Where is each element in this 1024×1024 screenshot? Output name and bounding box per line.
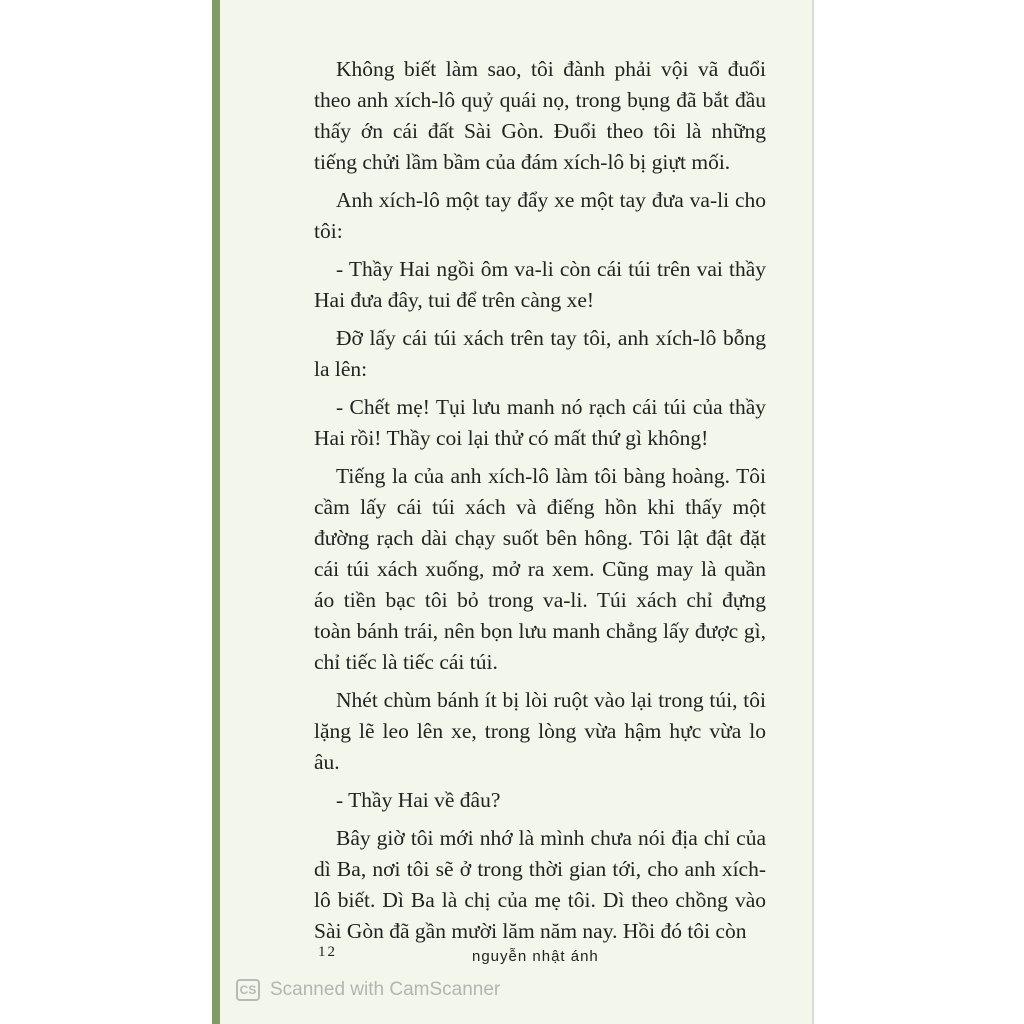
paragraph: Anh xích-lô một tay đẩy xe một tay đưa va-li cho tôi:	[314, 188, 766, 243]
paragraph: Tiếng la của anh xích-lô làm tôi bàng hoàng. Tôi cầm lấy cái túi xách và điếng hồn khi thấy một đường rạch dài chạy suốt bên hông. Tôi lật đật đặt cái túi xách xuống, mở ra xem. Cũng may là quần áo tiền bạc tôi bỏ trong va-li. Túi xách chỉ đựng toàn bánh trái, nên bọn lưu manh chẳng lấy được gì, chỉ tiếc là tiếc cái túi.	[314, 464, 766, 674]
running-footer-author: nguyễn nhật ánh	[472, 948, 599, 965]
paragraph: - Thầy Hai về đâu?	[336, 788, 501, 812]
paragraph: - Thầy Hai ngồi ôm va-li còn cái túi trên vai thầy Hai đưa đây, tui để trên càng xe!	[314, 257, 766, 312]
page-number: 12	[318, 944, 337, 960]
paragraph: Đỡ lấy cái túi xách trên tay tôi, anh xích-lô bỗng la lên:	[314, 326, 766, 381]
body-text	[314, 54, 766, 954]
book-spine	[212, 0, 220, 1024]
watermark-text: Scanned with CamScanner	[270, 979, 501, 1000]
scanner-watermark	[236, 976, 500, 1004]
page-edge	[812, 0, 814, 1024]
paragraph: Không biết làm sao, tôi đành phải vội vã đuổi theo anh xích-lô quỷ quái nọ, trong bụng đã bắt đầu thấy ớn cái đất Sài Gòn. Đuổi theo tôi là những tiếng chửi lầm bầm của đám xích-lô bị giựt mối.	[314, 57, 766, 174]
paragraph: Nhét chùm bánh ít bị lòi ruột vào lại trong túi, tôi lặng lẽ leo lên xe, trong lòng vừa hậm hực vừa lo âu.	[314, 688, 766, 774]
paragraph: - Chết mẹ! Tụi lưu manh nó rạch cái túi của thầy Hai rồi! Thầy coi lại thử có mất thứ gì không!	[314, 395, 766, 450]
paragraph: Bây giờ tôi mới nhớ là mình chưa nói địa chỉ của dì Ba, nơi tôi sẽ ở trong thời gian tới, cho anh xích-lô biết. Dì Ba là chị của mẹ tôi. Dì theo chồng vào Sài Gòn đã gần mười lăm năm nay. Hồi đó tôi còn	[314, 826, 766, 943]
camscanner-logo-icon: CS	[236, 979, 260, 1001]
